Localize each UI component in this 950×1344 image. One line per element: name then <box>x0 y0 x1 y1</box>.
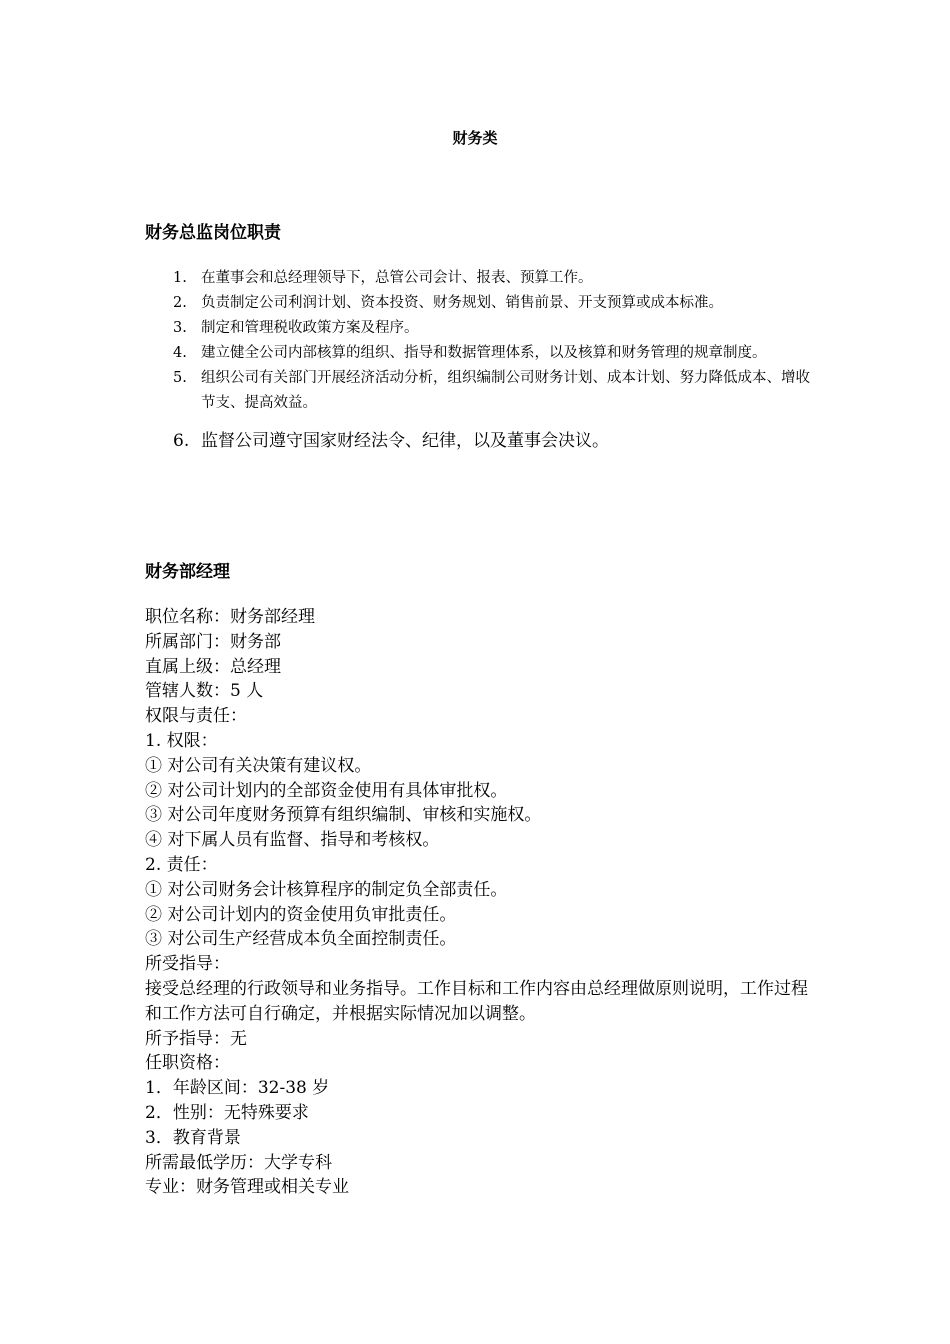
list-text: 监督公司遵守国家财经法令、纪律，以及董事会决议。 <box>201 431 609 451</box>
cfo-duties-list <box>145 266 810 454</box>
detail-line: 2. 责任： <box>145 854 218 875</box>
detail-line: 任职资格： <box>145 1053 230 1074</box>
list-item <box>145 341 810 366</box>
list-item <box>145 291 810 316</box>
detail-line: 所受指导： <box>145 954 230 975</box>
detail-line: 管辖人数：5 人 <box>145 681 264 702</box>
list-number: 2. <box>173 295 187 311</box>
finance-manager-details <box>145 605 815 1200</box>
detail-line: 1. 权限： <box>145 730 218 751</box>
detail-line: ② 对公司计划内的资金使用负审批责任。 <box>145 904 457 925</box>
detail-line: ② 对公司计划内的全部资金使用有具体审批权。 <box>145 780 508 801</box>
list-text: 组织公司有关部门开展经济活动分析，组织编制公司财务计划、成本计划、努力降低成本、增收节支、提高效益。 <box>201 370 810 411</box>
section-heading-cfo: 财务总监岗位职责 <box>145 223 281 243</box>
detail-line: ③ 对公司生产经营成本负全面控制责任。 <box>145 929 457 950</box>
list-number: 6. <box>173 431 190 451</box>
detail-line: ① 对公司财务会计核算程序的制定负全部责任。 <box>145 879 508 900</box>
detail-line: 1．年龄区间：32-38 岁 <box>145 1078 330 1099</box>
detail-line: 所予指导：无 <box>145 1028 247 1049</box>
list-text: 制定和管理税收政策方案及程序。 <box>201 320 419 336</box>
list-item <box>145 316 810 341</box>
list-item <box>145 366 810 416</box>
list-number: 1. <box>173 270 187 286</box>
detail-line: ① 对公司有关决策有建议权。 <box>145 755 372 776</box>
detail-line: 直属上级：总经理 <box>145 656 281 677</box>
list-text: 建立健全公司内部核算的组织、指导和数据管理体系，以及核算和财务管理的规章制度。 <box>201 345 767 361</box>
detail-line: 权限与责任： <box>145 706 247 727</box>
list-number: 5. <box>173 370 187 386</box>
list-number: 4. <box>173 345 187 361</box>
list-text: 在董事会和总经理领导下，总管公司会计、报表、预算工作。 <box>201 270 593 286</box>
detail-line: 所需最低学历：大学专科 <box>145 1152 332 1173</box>
detail-line: ③ 对公司年度财务预算有组织编制、审核和实施权。 <box>145 805 542 826</box>
detail-line: 职位名称：财务部经理 <box>145 607 315 627</box>
document-title: 财务类 <box>452 129 498 147</box>
detail-line: 专业：财务管理或相关专业 <box>145 1177 349 1198</box>
detail-line: 所属部门：财务部 <box>145 631 281 652</box>
detail-paragraph: 接受总经理的行政领导和业务指导。工作目标和工作内容由总经理做原则说明，工作过程和工作方法可自行确定，并根据实际情况加以调整。 <box>145 978 808 1024</box>
detail-line: ④ 对下属人员有监督、指导和考核权。 <box>145 830 440 851</box>
section-heading-finance-manager: 财务部经理 <box>145 562 230 582</box>
detail-line: 2．性别：无特殊要求 <box>145 1102 309 1123</box>
list-text: 负责制定公司利润计划、资本投资、财务规划、销售前景、开支预算或成本标准。 <box>201 295 723 311</box>
list-number: 3. <box>173 320 187 336</box>
list-item <box>145 266 810 291</box>
detail-line: 3．教育背景 <box>145 1127 241 1148</box>
list-item <box>145 428 810 454</box>
